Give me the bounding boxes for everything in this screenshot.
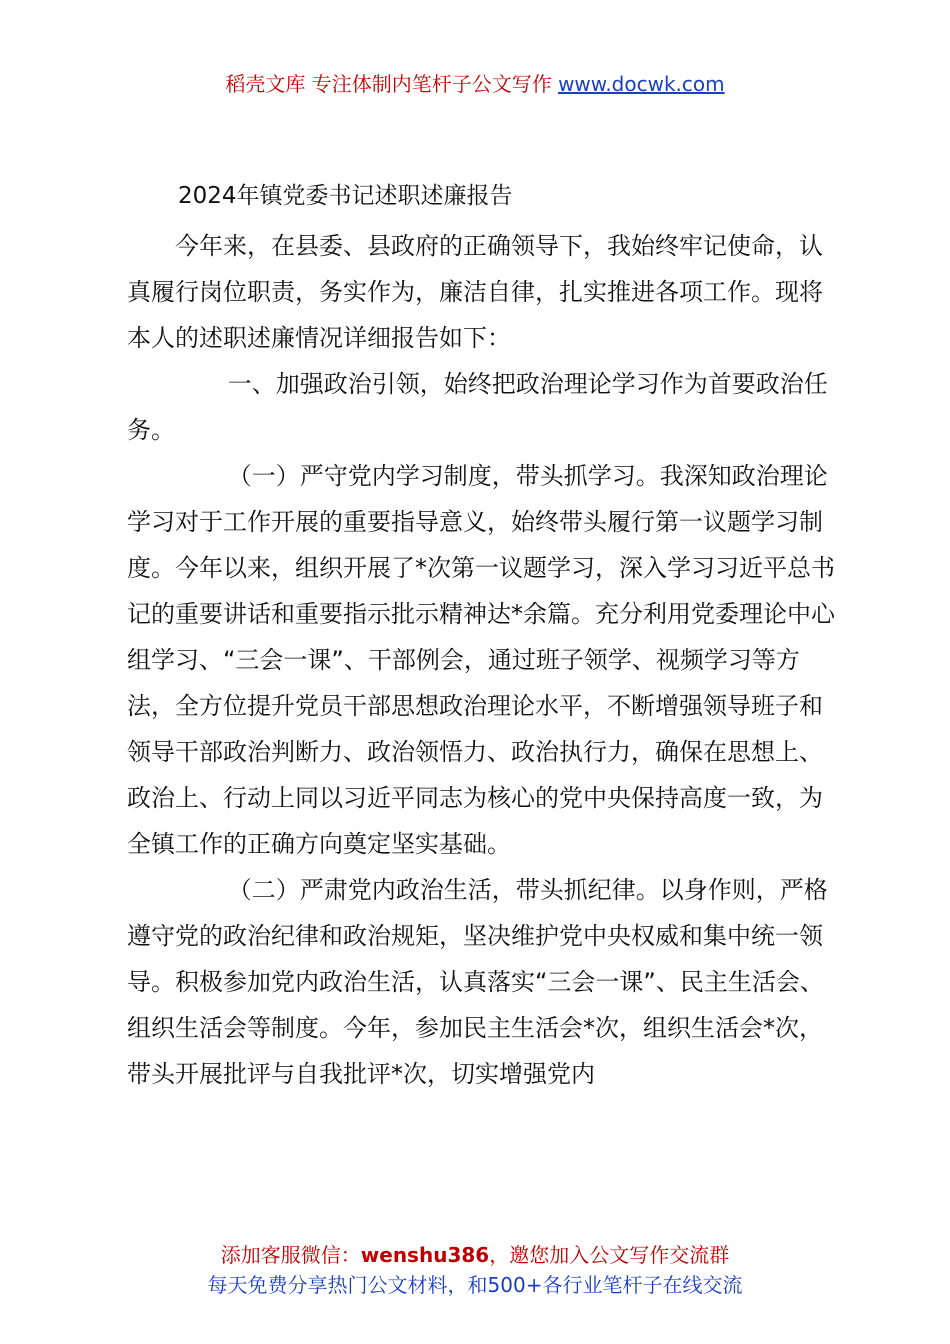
wechat-id: wenshu386: [360, 1243, 490, 1267]
section-heading-1: 一、加强政治引领，始终把政治理论学习作为首要政治任务。: [127, 370, 828, 444]
footer-contact-suffix: ，邀您加入公文写作交流群: [489, 1243, 730, 1267]
footer-contact-prefix: 添加客服微信：: [220, 1243, 361, 1267]
document-body: [127, 223, 839, 1097]
page-header: [0, 70, 950, 98]
site-url-link[interactable]: www.docwk.com: [558, 72, 725, 96]
page-footer: [0, 1240, 950, 1300]
footer-promo-line: 每天免费分享热门公文材料，和500+各行业笔杆子在线交流: [207, 1273, 743, 1297]
document-title: 2024年镇党委书记述职述廉报告: [178, 183, 513, 209]
subsection-paragraph-1: （一）严守党内学习制度，带头抓学习。我深知政治理论学习对于工作开展的重要指导意义，始终带头履行第一议题学习制度。今年以来，组织开展了*次第一议题学习，深入学习习近平总书记的重要讲话和重要指示批示精神达*余篇。充分利用党委理论中心组学习、“三会一课”、干部例会，通过班子领学、视频学习等方法，全方位提升党员干部思想政治理论水平，不断增强领导班子和领导干部政治判断力、政治领悟力、政治执行力，确保在思想上、政治上、行动上同以习近平同志为核心的党中央保持高度一致，为全镇工作的正确方向奠定坚实基础。: [127, 462, 835, 858]
intro-paragraph: 今年来，在县委、县政府的正确领导下，我始终牢记使命，认真履行岗位职责，务实作为，廉洁自律，扎实推进各项工作。现将本人的述职述廉情况详细报告如下：: [127, 232, 823, 352]
footer-contact-line: [0, 1240, 950, 1270]
brand-slogan: 稻壳文库 专注体制内笔杆子公文写作: [225, 72, 552, 96]
subsection-paragraph-2: （二）严肃党内政治生活，带头抓纪律。以身作则，严格遵守党的政治纪律和政治规矩，坚决维护党中央权威和集中统一领导。积极参加党内政治生活，认真落实“三会一课”、民主生活会、组织生活会等制度。今年，参加民主生活会*次，组织生活会*次，带头开展批评与自我批评*次，切实增强党内: [127, 876, 828, 1088]
